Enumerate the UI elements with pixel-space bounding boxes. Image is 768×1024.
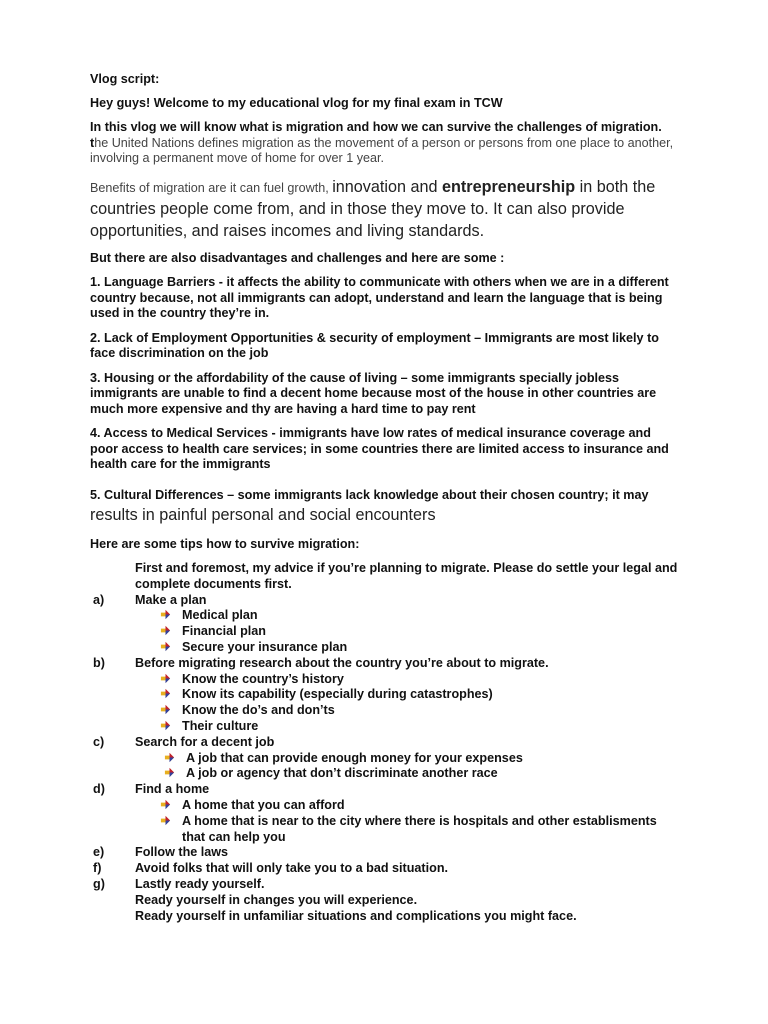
tip-sub-text: Know its capability (especially during catastrophes) xyxy=(182,687,493,702)
tip-sub-item xyxy=(160,814,680,846)
tip-sub-text: A job or agency that don’t discriminate another race xyxy=(186,766,498,781)
challenge-item-5 xyxy=(90,485,680,526)
document-page xyxy=(90,72,680,924)
tip-sub-text: Medical plan xyxy=(182,608,258,623)
tip-sub-item xyxy=(164,751,680,767)
challenge-item: 3. Housing or the affordability of the cause of living – some immigrants specially jobless immigrants are unable to find a decent home because most of the house in other countries are much more expensive and thy are having a hard time to pay rent xyxy=(90,370,657,416)
tip-text: Avoid folks that will only take you to a bad situation. xyxy=(135,861,449,876)
tip-sub-item xyxy=(160,624,680,640)
tip-text: Search for a decent job xyxy=(135,734,275,749)
tip-sub-text: Their culture xyxy=(182,718,259,733)
challenge-item: 4. Access to Medical Services - immigrants have low rates of medical insurance coverage and poor access to health care services; in some countries there are limited access to insurance and health care for the immigrants xyxy=(90,426,669,471)
tip-text: Follow the laws xyxy=(135,845,229,860)
disadvantages-line: But there are also disadvantages and challenges and here are some : xyxy=(90,250,505,265)
tip-text: Before migrating research about the country you’re about to migrate. xyxy=(135,655,549,670)
arrow-bullet-icon xyxy=(160,640,182,656)
tip-text: Find a home xyxy=(135,782,210,797)
tip-sub-item xyxy=(160,672,680,688)
tip-sub-text: Secure your insurance plan xyxy=(182,639,348,654)
tips-heading: Here are some tips how to survive migration: xyxy=(90,536,360,551)
intro-paragraph xyxy=(90,120,680,167)
tip-letter: e) xyxy=(93,845,105,860)
tip-item xyxy=(90,656,680,672)
tip-text: Make a plan xyxy=(135,592,207,607)
tip-letter: g) xyxy=(93,876,105,891)
tip-sub-item xyxy=(160,687,680,703)
tip-letter: a) xyxy=(93,592,105,607)
tip-sub-item xyxy=(160,608,680,624)
challenge-5-large: results in painful personal and social encounters xyxy=(90,505,436,524)
greeting: Hey guys! Welcome to my educational vlog for my final exam in TCW xyxy=(90,95,503,110)
tip-text: Lastly ready yourself. xyxy=(135,876,265,891)
arrow-bullet-icon xyxy=(160,798,182,814)
arrow-bullet-icon xyxy=(160,703,182,719)
closing-line: Ready yourself in changes you will experience. xyxy=(135,892,418,907)
tip-sub-text: Know the do’s and don’ts xyxy=(182,703,335,718)
arrow-bullet-icon xyxy=(160,672,182,688)
benefits-paragraph xyxy=(90,177,680,243)
tips-items xyxy=(90,593,680,893)
tip-sub-text: A job that can provide enough money for your expenses xyxy=(186,750,523,765)
tip-sub-text: A home that you can afford xyxy=(182,797,345,812)
tip-item xyxy=(90,593,680,609)
arrow-bullet-icon xyxy=(160,687,182,703)
arrow-bullet-icon xyxy=(160,624,182,640)
intro-light: he United Nations defines migration as the movement of a person or persons from one place to another, involving a permanent move of home for over 1 year. xyxy=(90,135,674,165)
challenge-item: 2. Lack of Employment Opportunities & security of employment – Immigrants are most likely to face discrimination on the job xyxy=(90,330,659,360)
arrow-bullet-icon xyxy=(160,814,182,846)
tip-sub-item xyxy=(160,798,680,814)
tips-intro: First and foremost, my advice if you’re planning to migrate. Please do settle your legal and complete documents first. xyxy=(135,561,678,591)
tip-sub-item xyxy=(160,640,680,656)
benefits-large-bold: entrepreneurship xyxy=(442,177,576,196)
challenge-item: 1. Language Barriers - it affects the ability to communicate with others when we are in a different country because, not all immigrants can adopt, understand and learn the language that is being used in the country they’re in. xyxy=(90,275,669,320)
tip-letter: b) xyxy=(93,655,105,670)
closing-line: Ready yourself in unfamiliar situations and complications you might face. xyxy=(135,908,577,923)
tip-item xyxy=(90,735,680,751)
tip-letter: d) xyxy=(93,782,105,797)
tip-sub-item xyxy=(160,719,680,735)
benefits-large-1: innovation and xyxy=(332,177,443,196)
tip-item xyxy=(90,845,680,861)
arrow-bullet-icon xyxy=(164,766,186,782)
intro-bold: In this vlog we will know what is migration and how we can survive the challenges of migration. t xyxy=(90,120,662,150)
tip-item xyxy=(90,861,680,877)
tip-sub-item xyxy=(164,766,680,782)
tip-item xyxy=(90,782,680,798)
tip-sub-text: A home that is near to the city where there is hospitals and other establisments that can help you xyxy=(182,813,657,844)
tip-sub-text: Know the country’s history xyxy=(182,671,344,686)
tip-item xyxy=(90,877,680,893)
benefits-large-2: in both the countries people come from, and in those they move to. It can also provide opportunities, and raises incomes and living standards. xyxy=(90,177,656,240)
arrow-bullet-icon xyxy=(160,719,182,735)
tip-sub-text: Financial plan xyxy=(182,624,266,639)
tips-list xyxy=(90,561,680,924)
challenge-5-text: 5. Cultural Differences – some immigrants lack knowledge about their chosen country; it may xyxy=(90,487,649,502)
arrow-bullet-icon xyxy=(160,608,182,624)
tip-letter: f) xyxy=(93,861,102,876)
tip-sub-item xyxy=(160,703,680,719)
tip-letter: c) xyxy=(93,734,105,749)
arrow-bullet-icon xyxy=(164,751,186,767)
doc-title: Vlog script: xyxy=(90,72,160,86)
benefits-small: Benefits of migration are it can fuel growth, xyxy=(90,180,333,195)
